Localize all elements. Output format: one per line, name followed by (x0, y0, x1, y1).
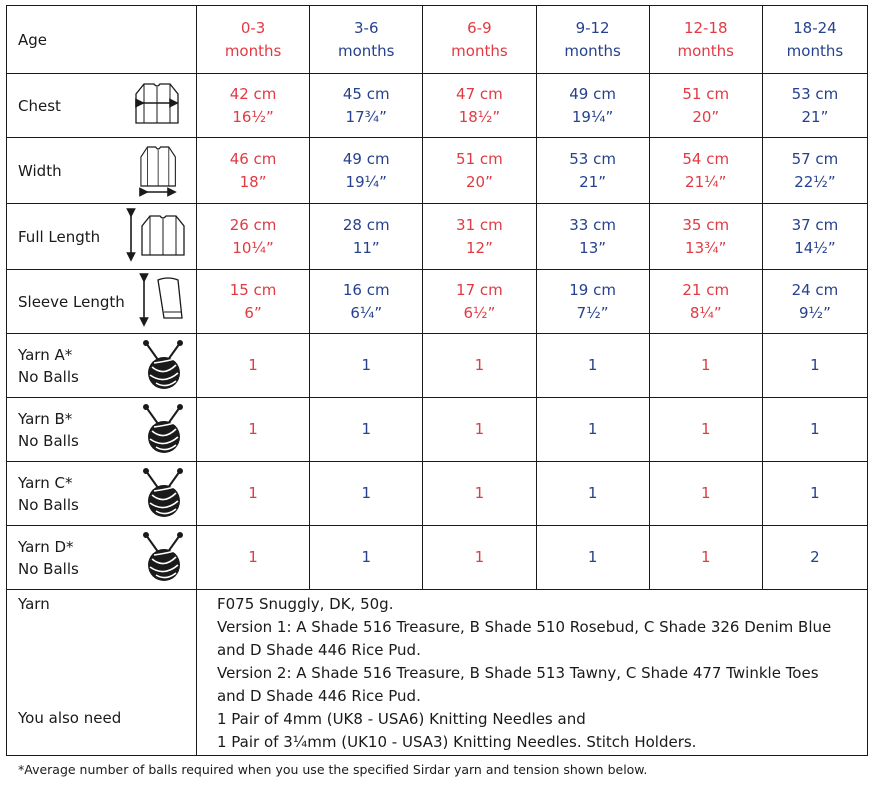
value-inches: 21¼” (685, 172, 727, 191)
balls-label: No Balls (18, 367, 79, 386)
row-label-cell (7, 204, 197, 270)
value-inches: 9½” (798, 303, 831, 322)
yarn-rows (7, 334, 868, 590)
measurement-cell (762, 270, 867, 334)
size-header (762, 6, 867, 74)
ball-count: 1 (649, 526, 762, 590)
size-unit: months (786, 41, 844, 60)
yarn-row-label (18, 408, 79, 452)
yarn-row-label (18, 344, 79, 388)
value-cm: 49 cm (569, 84, 616, 103)
value-inches: 19¼” (571, 107, 614, 126)
ball-count: 1 (196, 334, 309, 398)
value-inches: 20” (692, 107, 720, 126)
measurement-cell (762, 138, 867, 204)
value-cm: 33 cm (569, 215, 616, 234)
row-label-cell (7, 138, 197, 204)
yarn-name: Yarn B* (18, 409, 73, 428)
measurement-cell (762, 204, 867, 270)
measurement-cell (536, 270, 649, 334)
measurement-cell (196, 204, 309, 270)
ball-count: 1 (423, 398, 536, 462)
yarn-row (7, 526, 868, 590)
measurement-cell (536, 204, 649, 270)
ball-count: 1 (310, 398, 423, 462)
value-cm: 51 cm (682, 84, 730, 103)
measurement-row (7, 270, 868, 334)
size-unit: months (564, 41, 621, 60)
value-cm: 57 cm (791, 149, 839, 168)
ball-count: 1 (310, 526, 423, 590)
yarn-row (7, 398, 868, 462)
value-cm: 21 cm (682, 280, 730, 299)
value-inches: 6¼” (350, 303, 383, 322)
measurement-cell (649, 74, 762, 138)
value-inches: 7½” (576, 303, 609, 322)
ball-count: 1 (423, 334, 536, 398)
yarn-label-cell (7, 398, 197, 462)
value-cm: 35 cm (682, 215, 730, 234)
yarn-label-cell (7, 334, 197, 398)
also-need-label: You also need (18, 709, 122, 727)
value-inches: 11” (352, 238, 380, 257)
garment-chest-icon (130, 78, 186, 134)
value-cm: 51 cm (456, 149, 503, 168)
yarn-row-label (18, 536, 79, 580)
yarn-ball-icon (140, 337, 186, 395)
value-cm: 54 cm (682, 149, 730, 168)
garment-length-icon (126, 207, 186, 267)
ball-count: 1 (762, 462, 867, 526)
value-inches: 16½” (232, 107, 274, 126)
size-range: 3-6 (353, 18, 379, 37)
yarn-label-cell (7, 462, 197, 526)
measurement-row (7, 138, 868, 204)
measurement-row (7, 204, 868, 270)
size-header (196, 6, 309, 74)
ball-count: 2 (762, 526, 867, 590)
value-cm: 26 cm (229, 215, 277, 234)
yarn-info-row (7, 590, 868, 756)
measurement-cell (649, 270, 762, 334)
value-inches: 19¼” (345, 172, 387, 191)
size-range: 9-12 (575, 18, 610, 37)
value-inches: 6” (244, 303, 262, 322)
yarn-info-line: 1 Pair of 3¼mm (UK10 - USA3) Knitting Needles. Stitch Holders. (216, 733, 697, 751)
row-label: Chest (18, 96, 61, 115)
value-cm: 46 cm (229, 149, 277, 168)
size-header (310, 6, 423, 74)
value-cm: 24 cm (791, 280, 839, 299)
value-cm: 31 cm (456, 215, 503, 234)
yarn-row-label (18, 472, 79, 516)
size-range: 6-9 (467, 18, 492, 37)
size-unit: months (677, 41, 734, 60)
ball-count: 1 (196, 526, 309, 590)
yarn-info-line: F075 Snuggly, DK, 50g. (216, 595, 394, 613)
ball-count: 1 (649, 462, 762, 526)
measurement-cell (196, 138, 309, 204)
ball-count: 1 (649, 398, 762, 462)
ball-count: 1 (536, 462, 649, 526)
row-label: Sleeve Length (18, 292, 125, 311)
measurement-cell (196, 74, 309, 138)
value-inches: 20” (465, 172, 493, 191)
size-header (536, 6, 649, 74)
ball-count: 1 (649, 334, 762, 398)
size-header (423, 6, 536, 74)
yarn-ball-icon (140, 465, 186, 523)
footnote: *Average number of balls required when you use the specified Sirdar yarn and tension shown below. (18, 762, 648, 777)
size-table (6, 5, 868, 756)
yarn-info-text (196, 590, 867, 756)
age-label-cell (7, 6, 197, 74)
age-row (7, 6, 868, 74)
value-inches: 21” (801, 107, 829, 126)
yarn-info-labels (7, 590, 197, 756)
value-cm: 37 cm (791, 215, 839, 234)
size-unit: months (337, 41, 395, 60)
value-cm: 28 cm (342, 215, 390, 234)
yarn-name: Yarn D* (18, 537, 74, 556)
garment-width-icon (130, 141, 186, 201)
value-inches: 21” (579, 172, 607, 191)
value-inches: 8¼” (689, 303, 722, 322)
size-range: 18-24 (793, 18, 837, 37)
yarn-label: Yarn (18, 595, 50, 613)
value-inches: 13¾” (685, 238, 727, 257)
ball-count: 1 (536, 526, 649, 590)
measurement-cell (536, 74, 649, 138)
yarn-label-cell (7, 526, 197, 590)
value-cm: 42 cm (229, 84, 277, 103)
ball-count: 1 (536, 334, 649, 398)
value-inches: 12” (465, 238, 493, 257)
measurement-cell (423, 74, 536, 138)
yarn-name: Yarn C* (18, 473, 73, 492)
measurement-cell (310, 270, 423, 334)
size-unit: months (224, 41, 282, 60)
value-cm: 53 cm (791, 84, 839, 103)
measurement-rows (7, 74, 868, 334)
ball-count: 1 (536, 398, 649, 462)
sleeve-length-icon (136, 272, 186, 332)
value-inches: 14½” (794, 238, 836, 257)
ball-count: 1 (423, 462, 536, 526)
size-header (649, 6, 762, 74)
yarn-row (7, 334, 868, 398)
yarn-ball-icon (140, 401, 186, 459)
value-inches: 18½” (458, 107, 501, 126)
measurement-cell (310, 204, 423, 270)
yarn-info-line: Version 2: A Shade 516 Treasure, B Shade 513 Tawny, C Shade 477 Twinkle Toes (216, 664, 819, 682)
ball-count: 1 (196, 398, 309, 462)
measurement-cell (423, 204, 536, 270)
ball-count: 1 (310, 462, 423, 526)
age-label: Age (18, 30, 48, 49)
measurement-cell (423, 270, 536, 334)
value-inches: 22½” (794, 172, 836, 191)
yarn-info-line: and D Shade 446 Rice Pud. (216, 641, 421, 659)
value-cm: 19 cm (569, 280, 616, 299)
yarn-info-line: and D Shade 446 Rice Pud. (216, 687, 421, 705)
ball-count: 1 (196, 462, 309, 526)
row-label: Full Length (18, 227, 101, 246)
ball-count: 1 (762, 334, 867, 398)
row-label-cell (7, 74, 197, 138)
balls-label: No Balls (18, 495, 79, 514)
value-inches: 18” (239, 172, 267, 191)
ball-count: 1 (423, 526, 536, 590)
value-inches: 17¾” (345, 107, 387, 126)
value-inches: 13” (579, 238, 607, 257)
value-cm: 16 cm (342, 280, 390, 299)
measurement-cell (762, 74, 867, 138)
measurement-row (7, 74, 868, 138)
measurement-cell (310, 138, 423, 204)
yarn-info-line: Version 1: A Shade 516 Treasure, B Shade 510 Rosebud, C Shade 326 Denim Blue (216, 618, 832, 636)
measurement-cell (196, 270, 309, 334)
balls-label: No Balls (18, 431, 79, 450)
yarn-info-line: 1 Pair of 4mm (UK8 - USA6) Knitting Needles and (216, 710, 586, 728)
value-cm: 47 cm (456, 84, 503, 103)
value-inches: 10¼” (232, 238, 274, 257)
balls-label: No Balls (18, 559, 79, 578)
size-unit: months (451, 41, 508, 60)
value-cm: 53 cm (569, 149, 616, 168)
measurement-cell (310, 74, 423, 138)
yarn-row (7, 462, 868, 526)
value-cm: 45 cm (342, 84, 390, 103)
value-cm: 17 cm (456, 280, 503, 299)
value-inches: 6½” (463, 303, 496, 322)
row-label: Width (18, 161, 62, 180)
value-cm: 15 cm (229, 280, 277, 299)
row-label-cell (7, 270, 197, 334)
yarn-name: Yarn A* (18, 345, 73, 364)
ball-count: 1 (762, 398, 867, 462)
yarn-ball-icon (140, 529, 186, 587)
measurement-cell (649, 138, 762, 204)
size-range: 0-3 (240, 18, 266, 37)
size-range: 12-18 (683, 18, 728, 37)
measurement-cell (423, 138, 536, 204)
measurement-cell (649, 204, 762, 270)
measurement-cell (536, 138, 649, 204)
ball-count: 1 (310, 334, 423, 398)
value-cm: 49 cm (342, 149, 390, 168)
